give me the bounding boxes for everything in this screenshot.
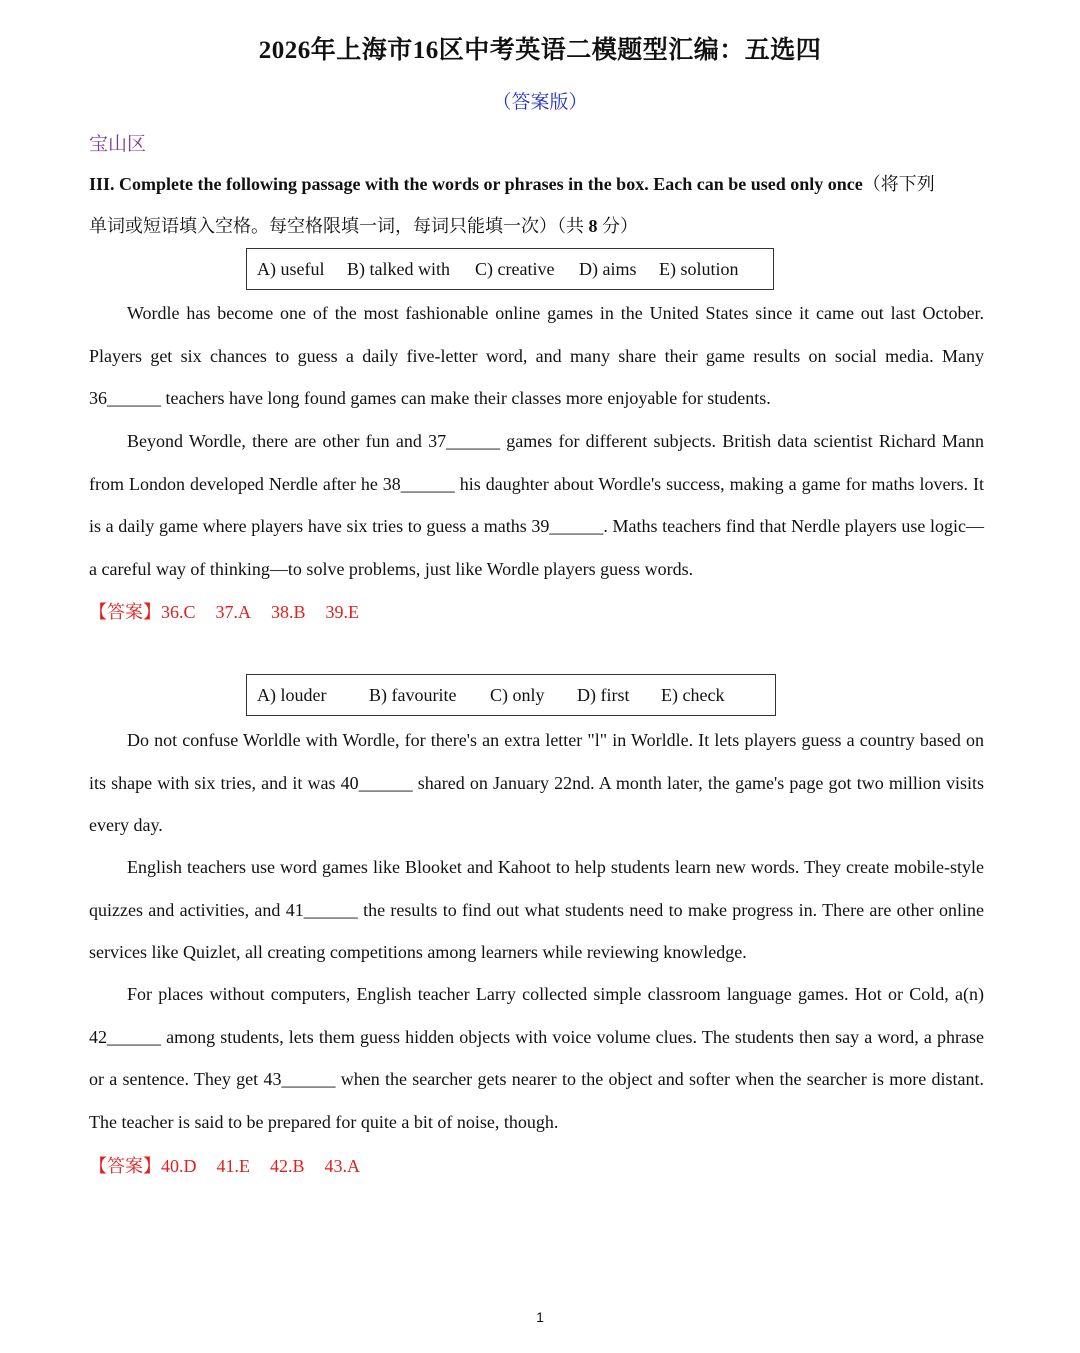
- word-box-2: [246, 674, 776, 716]
- answer-item: 38.B: [271, 602, 306, 622]
- instruction-line-2: [89, 214, 989, 238]
- answer-label: 【答案】: [89, 1156, 161, 1176]
- answer-item: 40.D: [161, 1156, 197, 1176]
- answer-label: 【答案】: [89, 602, 161, 622]
- word-option: C) only: [490, 684, 545, 705]
- page-subtitle: （答案版）: [492, 92, 588, 113]
- answer-line-2: [89, 1152, 360, 1178]
- page-number: 1: [536, 1309, 544, 1325]
- instruction-chinese-part1: （将下列: [862, 174, 935, 194]
- passage2-paragraph-1: Do not confuse Worldle with Wordle, for there's an extra letter "l" in Worldle. It lets players guess a country based on its shape with six tries, and it was 40______ shared on January 22nd. A month later, the game's page got two million visits every day.: [89, 730, 984, 835]
- word-option: E) solution: [659, 258, 739, 279]
- passage1-paragraph-2: Beyond Wordle, there are other fun and 37______ games for different subjects. British data scientist Richard Mann from London developed Nerdle after he 38______ his daughter about Wordle's success, making a game for maths lovers. It is a daily game where players have six tries to guess a maths 39______. Maths teachers find that Nerdle players use logic—a careful way of thinking—to solve problems, just like Wordle players guess words.: [89, 431, 984, 579]
- answer-item: 43.A: [324, 1156, 361, 1176]
- page-title: 2026年上海市16区中考英语二模题型汇编：五选四: [258, 37, 822, 64]
- answer-line-1: [89, 598, 359, 624]
- word-option: A) louder: [257, 684, 327, 705]
- answer-item: 37.A: [215, 602, 252, 622]
- answer-item: 36.C: [161, 602, 196, 622]
- word-option: D) aims: [579, 258, 637, 279]
- word-option: D) first: [577, 684, 630, 705]
- word-option: B) talked with: [347, 258, 450, 279]
- district-heading: 宝山区: [89, 134, 147, 155]
- instruction-chinese-part2: 单词或短语填入空格。每空格限填一词，每词只能填一次）（共: [89, 216, 584, 236]
- passage2-paragraph-2: English teachers use word games like Blooket and Kahoot to help students learn new words. They create mobile-style quizzes and activities, and 41______ the results to find out what students need to make progress in. There are other online services like Quizlet, all creating competitions among learners while reviewing knowledge.: [89, 857, 984, 962]
- passage1-paragraph-1: Wordle has become one of the most fashionable online games in the United States since it came out last October. Players get six chances to guess a daily five-letter word, and many share their game results on social media. Many 36______ teachers have long found games can make their classes more enjoyable for students.: [89, 303, 984, 408]
- answer-item: 42.B: [270, 1156, 305, 1176]
- instruction-chinese-part3: 分）: [602, 216, 638, 236]
- word-option: B) favourite: [369, 684, 457, 705]
- instruction-line-1: [89, 172, 989, 196]
- word-option: A) useful: [257, 258, 325, 279]
- word-box-1: [246, 248, 774, 290]
- word-option: E) check: [661, 684, 725, 705]
- word-option: C) creative: [475, 258, 555, 279]
- instruction-points: 8: [588, 216, 598, 236]
- answer-item: 41.E: [216, 1156, 250, 1176]
- answer-item: 39.E: [325, 602, 360, 622]
- passage2-paragraph-3: For places without computers, English teacher Larry collected simple classroom language games. Hot or Cold, a(n) 42______ among students, lets them guess hidden objects with voice volume clues. The students then say a word, a phrase or a sentence. They get 43______ when the searcher gets nearer to the object and softer when the searcher is more distant. The teacher is said to be prepared for quite a bit of noise, though.: [89, 984, 984, 1132]
- instruction-english: III. Complete the following passage with the words or phrases in the box. Each can be used only once: [89, 174, 863, 194]
